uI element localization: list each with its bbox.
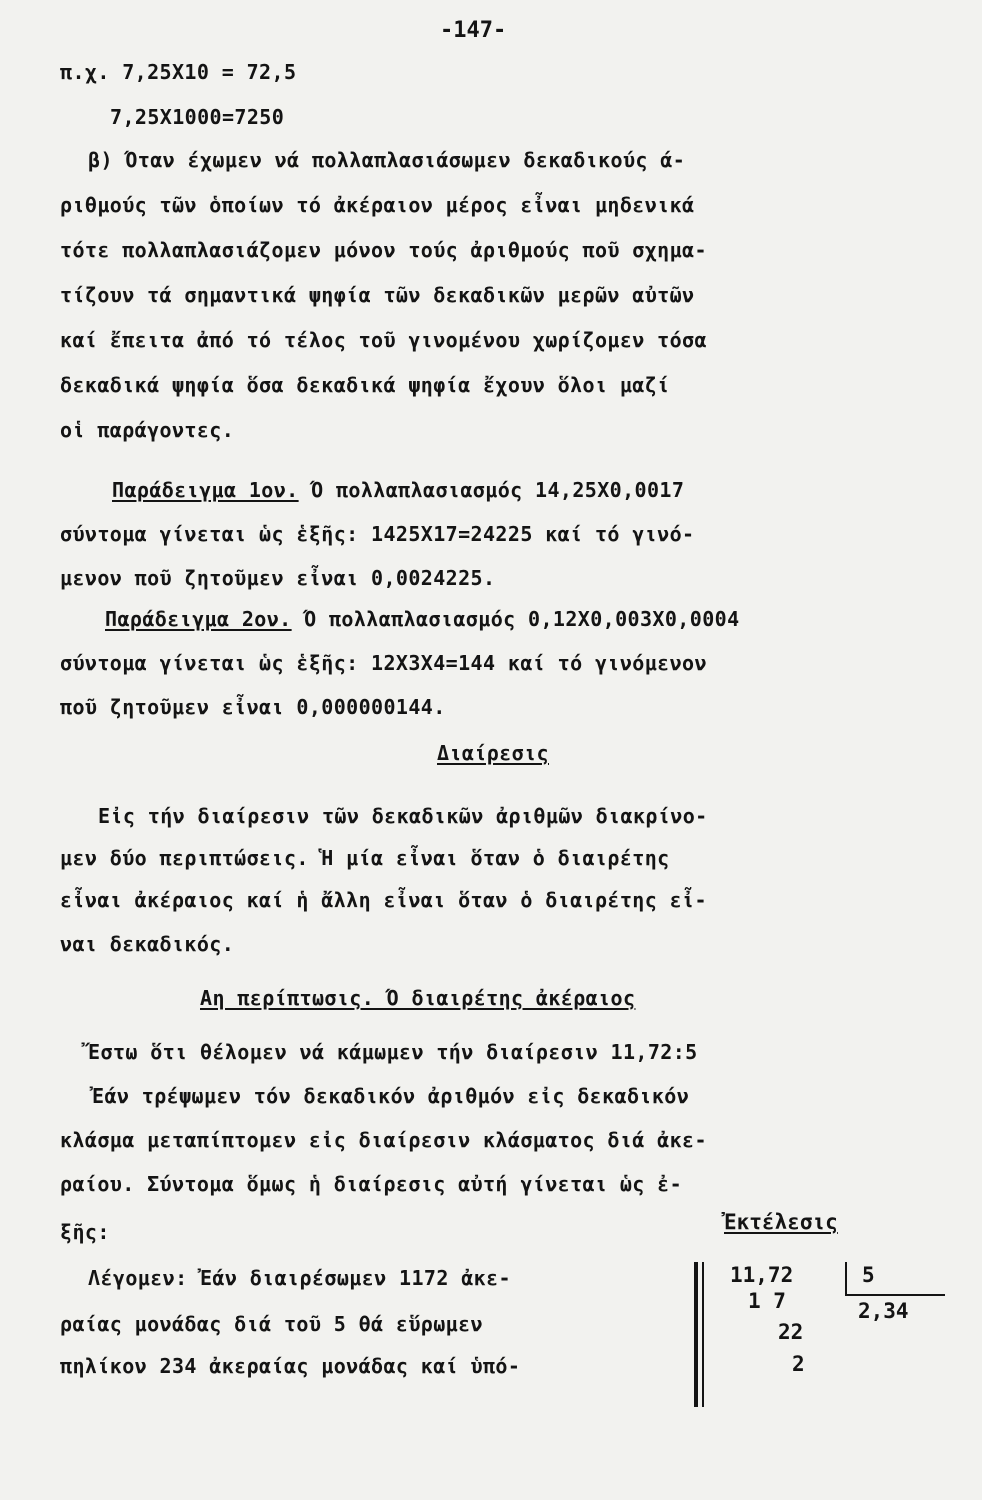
- dividend-value: 11,72: [730, 1263, 794, 1287]
- text-line: [60, 1312, 483, 1336]
- text-run: εἶναι ἀκέραιος καί ἡ ἄλλη εἶναι ὅταν ὁ διαιρέτης εἶ-: [60, 888, 707, 912]
- quotient-value: 2,34: [858, 1299, 909, 1323]
- text-line: [60, 328, 707, 352]
- page-number: -147-: [440, 18, 507, 43]
- quotient-rule: [845, 1294, 945, 1296]
- step-1: 1 7: [748, 1289, 786, 1313]
- text-run: Εἰς τήν διαίρεσιν τῶν δεκαδικῶν ἀριθμῶν διακρίνο-: [98, 804, 708, 828]
- underlined-heading: Διαίρεσις: [437, 741, 549, 765]
- text-run: 7,25Χ1000=7250: [110, 105, 285, 129]
- underlined-heading: Αη περίπτωσις. Ό διαιρέτης ἀκέραιος: [200, 986, 636, 1010]
- text-run: πηλίκον 234 ἀκεραίας μονάδας καί ὑπό-: [60, 1354, 521, 1378]
- operation-heading: Ἐκτέλεσις: [724, 1210, 838, 1234]
- text-run: Ό πολλαπλασιασμός 0,12Χ0,003Χ0,0004: [304, 607, 740, 631]
- remainder-value: 2: [792, 1352, 805, 1376]
- text-run: ραίας μονάδας διά τοῦ 5 θά εὕρωμεν: [60, 1312, 483, 1336]
- text-line: [60, 1128, 707, 1152]
- text-line: [60, 846, 670, 870]
- text-line: [60, 193, 695, 217]
- text-run: ριθμούς τῶν ὁποίων τό ἀκέραιον μέρος εἶναι μηδενικά: [60, 193, 695, 217]
- text-run: κλάσμα μεταπίπτομεν εἰς διαίρεσιν κλάσματος διά ἀκε-: [60, 1128, 707, 1152]
- text-line: [88, 1266, 511, 1290]
- text-run: μενον ποῦ ζητοῦμεν εἶναι 0,0024225.: [60, 566, 496, 590]
- text-line: [60, 1172, 682, 1196]
- text-line: [60, 418, 234, 442]
- text-run: ραίου. Σύντομα ὅμως ἡ διαίρεσις αὐτή γίνεται ὡς ἐ-: [60, 1172, 683, 1196]
- text-line: [60, 522, 695, 546]
- text-line: [88, 148, 685, 172]
- text-line: [437, 741, 549, 765]
- text-run: οἱ παράγοντες.: [60, 418, 235, 442]
- text-run: σύντομα γίνεται ὡς ἑξῆς: 1425Χ17=24225 καί τό γινό-: [60, 522, 695, 546]
- text-line: [60, 566, 495, 590]
- text-run: Ἔστω ὅτι θέλομεν νά κάμωμεν τήν διαίρεσιν 11,72:5: [88, 1040, 698, 1064]
- underlined-heading: Παράδειγμα 1ον.: [112, 478, 299, 502]
- text-run: ποῦ ζητοῦμεν εἶναι 0,000000144.: [60, 695, 446, 719]
- text-run: καί ἔπειτα ἀπό τό τέλος τοῦ γινομένου χωρίζομεν τόσα: [60, 328, 707, 352]
- text-run: β) Όταν έχωμεν νά πολλαπλασιάσωμεν δεκαδικούς ά-: [88, 148, 686, 172]
- text-line: [105, 607, 740, 631]
- text-run: Ό πολλαπλασιασμός 14,25Χ0,0017: [311, 478, 685, 502]
- text-run: Λέγομεν: Ἐάν διαιρέσωμεν 1172 ἀκε-: [88, 1266, 511, 1290]
- text-line: [60, 373, 670, 397]
- text-line: [60, 651, 707, 675]
- text-line: [60, 283, 695, 307]
- text-run: μεν δύο περιπτώσεις. Ἡ μία εἶναι ὅταν ὁ διαιρέτης: [60, 846, 670, 870]
- text-line: [60, 1354, 520, 1378]
- text-run: δεκαδικά ψηφία ὅσα δεκαδικά ψηφία ἔχουν ὅλοι μαζί: [60, 373, 670, 397]
- text-line: [60, 932, 234, 956]
- text-line: [112, 478, 684, 502]
- text-line: [60, 1220, 110, 1244]
- text-line: [92, 1084, 689, 1108]
- text-run: Ἐάν τρέψωμεν τόν δεκαδικόν ἀριθμόν εἰς δεκαδικόν: [92, 1084, 690, 1108]
- division-rule: [694, 1262, 698, 1407]
- text-line: [60, 888, 707, 912]
- text-run: σύντομα γίνεται ὡς ἑξῆς: 12Χ3Χ4=144 καί τό γινόμενον: [60, 651, 707, 675]
- text-run: τότε πολλαπλασιάζομεν μόνον τούς ἀριθμούς ποῦ σχημα-: [60, 238, 707, 262]
- division-operation: [690, 1210, 950, 1410]
- divisor-separator: [845, 1262, 847, 1296]
- text-line: [98, 804, 708, 828]
- text-run: ναι δεκαδικός.: [60, 932, 235, 956]
- underlined-heading: Παράδειγμα 2ον.: [105, 607, 292, 631]
- text-line: [200, 986, 635, 1010]
- text-run: ξῆς:: [60, 1220, 110, 1244]
- text-line: [60, 238, 707, 262]
- divisor-value: 5: [862, 1263, 875, 1287]
- division-rule-double: [702, 1262, 704, 1407]
- text-run: τίζουν τά σημαντικά ψηφία τῶν δεκαδικῶν μερῶν αὐτῶν: [60, 283, 695, 307]
- step-2: 22: [778, 1320, 804, 1344]
- text-run: π.χ. 7,25Χ10 = 72,5: [60, 60, 297, 84]
- text-line: [88, 1040, 698, 1064]
- text-line: [110, 105, 284, 129]
- text-line: [60, 695, 446, 719]
- text-line: [60, 60, 296, 84]
